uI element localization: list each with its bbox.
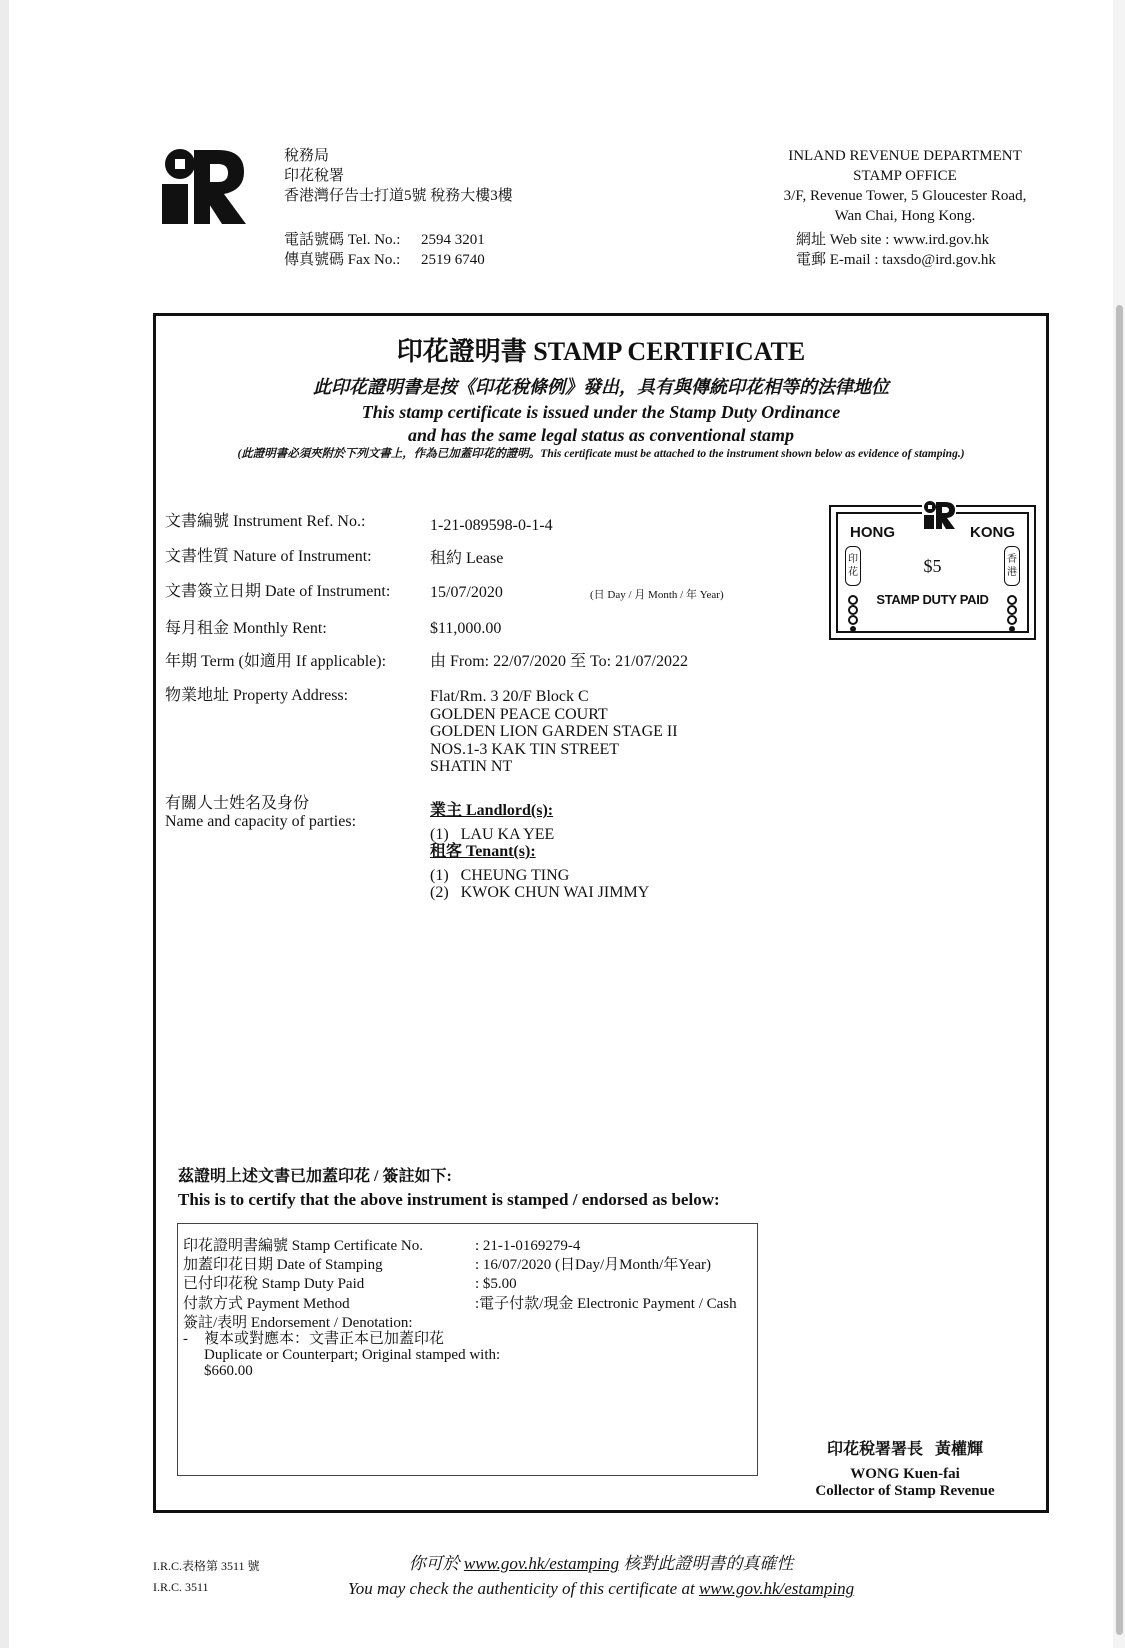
address-line: Flat/Rm. 3 20/F Block C (430, 688, 589, 705)
verify-zh-post: 核對此證明書的真確性 (623, 1554, 794, 1573)
tel-label: 電話號碼 Tel. No.: (284, 232, 401, 248)
date-value: 15/07/2020 (430, 584, 503, 601)
office-name-zh: 印花稅署 (284, 168, 345, 184)
verify-link-en[interactable]: www.gov.hk/estamping (698, 1579, 855, 1598)
ird-logo (160, 146, 248, 226)
parties-label-en: Name and capacity of parties: (165, 813, 357, 830)
tel-value: 2594 3201 (421, 232, 485, 248)
scrollbar-thumb[interactable] (1116, 305, 1123, 1635)
stamp-ornament-icon (847, 594, 859, 634)
collector-title-en: Collector of Stamp Revenue (815, 1483, 995, 1499)
tenant-entry: (1) CHEUNG TING (430, 866, 570, 884)
landlord-heading: 業主 Landlord(s): (430, 802, 554, 819)
duty-paid-label: 已付印花稅 Stamp Duty Paid (183, 1276, 365, 1292)
endorsement-label: 簽註/表明 Endorsement / Denotation: (183, 1315, 413, 1331)
endorsement-line: Duplicate or Counterpart; Original stamped with: (204, 1347, 501, 1363)
tenant-entry: (2) KWOK CHUN WAI JIMMY (430, 884, 650, 901)
cert-no-label: 印花證明書編號 Stamp Certificate No. (183, 1238, 423, 1254)
property-address (430, 688, 678, 776)
address-en-1: 3/F, Revenue Tower, 5 Gloucester Road, (783, 188, 1027, 204)
stamp-side-label-left: 印花 (845, 546, 861, 586)
header-web-email (796, 230, 996, 270)
header-contact (284, 230, 485, 270)
parties-label-zh: 有關人士姓名及身份 (165, 795, 310, 812)
endorsement-detail (183, 1331, 500, 1379)
address-zh: 香港灣仔告士打道5號 稅務大樓3樓 (284, 188, 513, 204)
parties-list (430, 802, 649, 902)
address-line: GOLDEN LION GARDEN STAGE II (430, 723, 678, 740)
verify-zh-pre: 你可於 (408, 1554, 460, 1573)
email[interactable]: 電郵 E-mail : taxsdo@ird.gov.hk (796, 252, 996, 268)
certificate-title: 印花證明書 STAMP CERTIFICATE (396, 337, 806, 366)
certificate-subtitle-zh: 此印花證明書是按《印花稅條例》發出，具有與傳統印花相等的法律地位 (313, 377, 889, 397)
scrollbar-track[interactable] (1113, 0, 1125, 1648)
left-edge (0, 0, 9, 1648)
verify-link-zh[interactable]: www.gov.hk/estamping (463, 1554, 620, 1573)
endorsement-line: 複本或對應本：文書正本已加蓋印花 (204, 1331, 445, 1347)
certify-heading-zh: 茲證明上述文書已加蓋印花 / 簽註如下: (178, 1168, 452, 1185)
form-number-en: I.R.C. 3511 (153, 1580, 209, 1594)
fax-value: 2519 6740 (421, 252, 485, 268)
rent-value: $11,000.00 (430, 620, 502, 637)
website[interactable]: 網址 Web site : www.ird.gov.hk (796, 232, 990, 248)
collector-title-zh: 印花稅署署長 黃權輝 (826, 1441, 983, 1458)
rent-label: 每月租金 Monthly Rent: (165, 620, 327, 637)
stamp-ir-logo (922, 500, 956, 530)
ref-value: 1-21-089598-0-1-4 (430, 517, 553, 534)
date-format-hint: (日 Day / 月 Month / 年 Year) (590, 589, 724, 601)
term-label: 年期 Term (如適用 If applicable): (165, 653, 387, 670)
stamp-duty-paid-stamp (829, 505, 1036, 640)
address-label: 物業地址 Property Address: (165, 687, 349, 704)
date-label: 文書簽立日期 Date of Instrument: (165, 583, 391, 600)
address-en-2: Wan Chai, Hong Kong. (834, 208, 976, 224)
form-number-zh: I.R.C.表格第 3511 號 (153, 1559, 260, 1573)
address-line: SHATIN NT (430, 758, 513, 775)
dept-name-zh: 稅務局 (284, 148, 330, 164)
stamp-inner-border (836, 512, 1029, 633)
term-value: 由 From: 22/07/2020 至 To: 21/07/2022 (430, 653, 689, 670)
address-line: GOLDEN PEACE COURT (430, 705, 608, 723)
collector-name: WONG Kuen-fai (850, 1466, 960, 1482)
stamp-paid-label: STAMP DUTY PAID (876, 592, 989, 607)
tenant-heading: 租客 Tenant(s): (430, 843, 536, 860)
stamp-word-right: KONG (970, 524, 1015, 541)
parties-label (165, 795, 356, 831)
cert-no-value: : 21-1-0169279-4 (475, 1238, 581, 1254)
certify-heading-en: This is to certify that the above instrument is stamped / endorsed as below: (178, 1190, 720, 1209)
endorsement-dash: - (183, 1331, 188, 1347)
verify-note-en (153, 1578, 1049, 1600)
payment-method-value: :電子付款/現金 Electronic Payment / Cash (475, 1296, 737, 1312)
stamp-amount: $5 (923, 556, 942, 576)
duty-paid-value: : $5.00 (475, 1276, 517, 1292)
attach-note: (此證明書必須夾附於下列文書上，作為已加蓋印花的證明。This certificate must be attached to the instrument shown below as evidence of stamping.) (237, 448, 965, 460)
stamping-date-value: : 16/07/2020 (日Day/月Month/年Year) (475, 1257, 711, 1273)
certificate-subtitle-en-1: This stamp certificate is issued under the Stamp Duty Ordinance (361, 402, 841, 422)
fax-label: 傳真號碼 Fax No.: (284, 252, 401, 268)
ref-label: 文書編號 Instrument Ref. No.: (165, 513, 366, 530)
verify-note-zh (153, 1553, 1049, 1575)
nature-label: 文書性質 Nature of Instrument: (165, 548, 372, 565)
header-address-zh (284, 146, 513, 206)
address-line: NOS.1-3 KAK TIN STREET (430, 740, 620, 758)
verify-en-pre: You may check the authenticity of this certificate at (347, 1579, 695, 1598)
landlord-entry: (1) LAU KA YEE (430, 825, 555, 843)
dept-name-en: INLAND REVENUE DEPARTMENT (788, 148, 1022, 164)
stamping-date-label: 加蓋印花日期 Date of Stamping (183, 1257, 383, 1273)
nature-value: 租約 Lease (430, 550, 504, 567)
endorsement-line: $660.00 (204, 1363, 253, 1379)
stamp-side-label-right: 香港 (1004, 546, 1020, 586)
payment-method-label: 付款方式 Payment Method (183, 1296, 350, 1312)
header-address-en (760, 146, 1050, 226)
certificate-subtitle-en-2: and has the same legal status as conventional stamp (407, 425, 795, 445)
office-name-en: STAMP OFFICE (853, 168, 957, 184)
stamp-ornament-icon (1006, 594, 1018, 634)
stamp-word-left: HONG (850, 524, 895, 541)
